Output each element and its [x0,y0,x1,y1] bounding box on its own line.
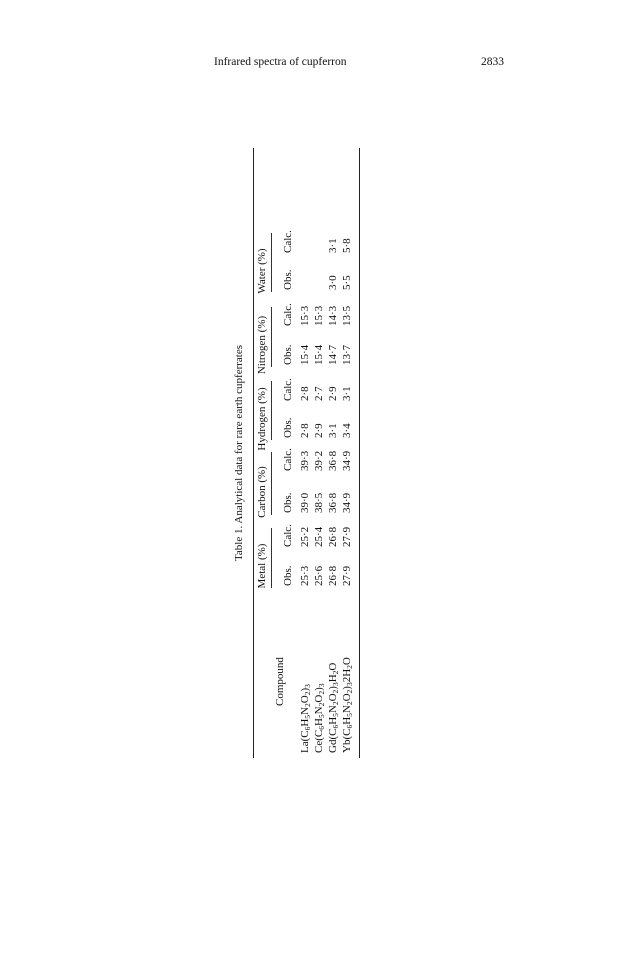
table-bottom-rule [359,148,360,758]
group-underline [271,233,272,292]
calc-value: 15·3 [299,305,311,326]
calc-value: 14·3 [327,305,339,326]
calc-value: 39·3 [299,450,311,471]
calc-value: 26·8 [327,526,339,547]
group-header: Hydrogen (%) [256,387,268,451]
calc-value: 2·9 [327,386,339,401]
obs-value: 2·9 [313,423,325,438]
compound-column-header: Compound [274,657,286,706]
obs-value: 26·8 [327,565,339,586]
compound-formula: $Ce(C_6H_5N_2O_2)_3$ [313,683,326,753]
group-underline [271,528,272,588]
calc-value: 2·8 [299,386,311,401]
page-number: 2833 [481,56,504,68]
calc-value: 25·2 [299,526,311,547]
table-caption: Table 1. Analytical data for rare earth cupferrates [233,344,245,562]
compound-formula: $La(C_6H_5N_2O_2)_3$ [299,684,312,753]
calc-value: 34·9 [341,450,353,471]
calc-column-header: Calc. [282,448,294,471]
calc-value: 15·3 [313,305,325,326]
obs-value: 14·7 [327,344,339,365]
obs-value: 3·1 [327,423,339,438]
table-row [341,148,354,758]
calc-value: 36·8 [327,450,339,471]
group-header: Metal (%) [256,543,268,589]
group-underline [271,307,272,367]
compound-formula: $Gd(C_6H_5N_2O_2)_3H_2O$ [327,662,340,753]
calc-value: 2·7 [313,386,325,401]
group-header: Water (%) [256,248,268,294]
calc-column-header: Calc. [282,524,294,547]
running-title: Infrared spectra of cupferron [214,56,347,68]
calc-column-header: Calc. [282,230,294,253]
obs-value: 3·0 [327,275,339,290]
table-row [313,148,326,758]
obs-value: 34·9 [341,492,353,513]
calc-value: 3·1 [327,238,339,253]
obs-value: 38·5 [313,492,325,513]
group-header: Nitrogen (%) [256,315,268,375]
group-header: Carbon (%) [256,466,268,518]
analytical-data-table [233,148,361,758]
obs-value: 5·5 [341,275,353,290]
obs-value: 13·7 [341,344,353,365]
obs-value: 25·6 [313,565,325,586]
calc-value: 27·9 [341,526,353,547]
obs-value: 15·4 [313,344,325,365]
obs-value: 3·4 [341,423,353,438]
calc-column-header: Calc. [282,303,294,326]
group-underline [271,381,272,440]
obs-value: 25·3 [299,565,311,586]
table-row [299,148,312,758]
calc-value: 5·8 [341,238,353,253]
compound-formula: $Yb(C_6H_5N_2O_2)_32H_2O$ [341,657,354,753]
table-row [327,148,340,758]
calc-value: 25·4 [313,526,325,547]
group-underline [271,452,272,515]
calc-value: 3·1 [341,386,353,401]
obs-column-header: Obs. [282,492,294,513]
obs-value: 36·8 [327,492,339,513]
calc-value: 13·5 [341,305,353,326]
obs-column-header: Obs. [282,269,294,290]
table-top-rule [253,148,254,758]
calc-column-header: Calc. [282,378,294,401]
obs-column-header: Obs. [282,417,294,438]
obs-value: 39·0 [299,492,311,513]
obs-column-header: Obs. [282,565,294,586]
obs-value: 27·9 [341,565,353,586]
obs-column-header: Obs. [282,344,294,365]
calc-value: 39·2 [313,450,325,471]
obs-value: 2·8 [299,423,311,438]
obs-value: 15·4 [299,344,311,365]
